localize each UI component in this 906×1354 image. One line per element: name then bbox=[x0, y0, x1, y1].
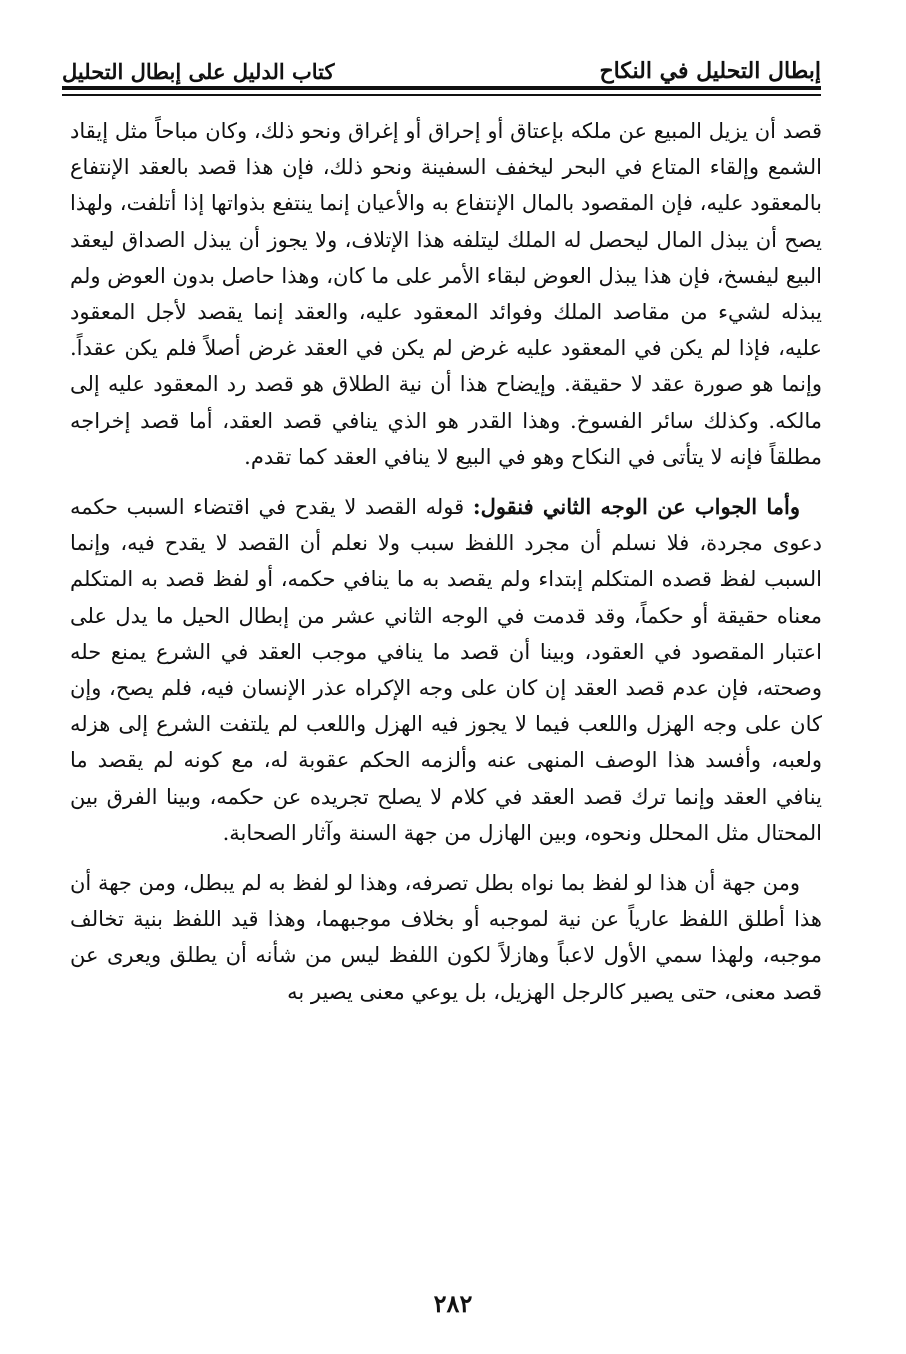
running-header bbox=[62, 40, 821, 86]
paragraph-3 bbox=[70, 865, 822, 1010]
paragraph-2 bbox=[70, 489, 822, 851]
paragraph-3-text: ومن جهة أن هذا لو لفظ بما نواه بطل تصرفه، وهذا لو لفظ به لم يبطل، ومن جهة أن هذا أطلق اللفظ عارياً عن نية لموجبه أو بخلاف موجبهما، وهذا قيد اللفظ بنية تخالف موجبه، ولهذا سمي الأول لاعباً وهازلاً لكون اللفظ ليس من شأنه أن يطلق ويعرى عن قصد معنى، حتى يصير كالرجل الهزيل، بل يوعي معنى يصير به bbox=[70, 871, 822, 1004]
paragraph-1 bbox=[70, 113, 822, 475]
body-text bbox=[70, 113, 822, 1010]
page-number: ٢٨٢ bbox=[433, 1289, 473, 1318]
paragraph-2-text: قوله القصد لا يقدح في اقتضاء السبب حكمه دعوى مجردة، فلا نسلم أن مجرد اللفظ سبب ولا نعلم أن القصد لا يقدح فيه، وإنما السبب لفظ قصده المتكلم إبتداء ولم يقصد به ما ينافي حكمه، أو لفظ قصد به المتكلم معناه حقيقة أو حكماً، وقد قدمت في الوجه الثاني عشر من إبطال الحيل ما يدل على اعتبار المقصود في العقود، وبينا أن قصد ما ينافي موجب العقد في الشرع يمنع حله وصحته، فإن عدم قصد العقد إن كان على وجه الإكراه عذر الإنسان فيه، فلم يصح، وإن كان على وجه الهزل واللعب فيما لا يجوز فيه الهزل واللعب لم يلتفت الشرع إلى هزله ولعبه، وأفسد هذا الوصف المنهى عنه وألزمه الحكم عقوبة له، مع كونه لم يقصد ما ينافي العقد وإنما ترك قصد العقد في كلام لا يصلح تجريده عن حكمه، وبينا الفرق بين المحتال مثل المحلل ونحوه، وبين الهازل من جهة السنة وآثار الصحابة. bbox=[70, 495, 822, 845]
paragraph-1-text: قصد أن يزيل المبيع عن ملكه بإعتاق أو إحراق أو إغراق ونحو ذلك، وكان مباحاً مثل إيقاد الشمع وإلقاء المتاع في البحر ليخفف السفينة ونحو ذلك، فإن هذا قصد بالعقد الإنتفاع بالمعقود عليه، فإن المقصود بالمال الإنتفاع به والأعيان إنما ينتفع بذواتها إذا أتلفت، ولهذا يصح أن يبذل المال ليحصل له الملك ليتلفه هذا الإتلاف، ولا يجوز أن يبذل الصداق ليعقد البيع ليفسخ، فإن هذا يبذل العوض لبقاء الأمر على ما كان، وهذا حاصل بدون العوض ولم يبذله لشيء من مقاصد الملك وفوائد المعقود عليه، والعقد إنما يقصد لأجل المعقود عليه، فإذا لم يكن في المعقود عليه غرض لم يكن في العقد غرض أصلاً فلم يكن عقداً. وإنما هو صورة عقد لا حقيقة. وإيضاح هذا أن نية الطلاق هو قصد رد المعقود عليه إلى مالكه. وكذلك سائر الفسوخ. وهذا القدر هو الذي ينافي قصد العقد، أما قصد إخراجه مطلقاً فإنه لا يتأتى في النكاح وهو في البيع لا ينافي العقد كما تقدم. bbox=[70, 119, 822, 469]
header-rule-thick bbox=[62, 86, 821, 90]
header-chapter-title: كتاب الدليل على إبطال التحليل bbox=[62, 59, 335, 84]
header-rule-thin bbox=[62, 94, 821, 96]
header-book-title: إبطال التحليل في النكاح bbox=[599, 58, 821, 84]
paragraph-2-lead: وأما الجواب عن الوجه الثاني فنقول: bbox=[472, 494, 800, 520]
